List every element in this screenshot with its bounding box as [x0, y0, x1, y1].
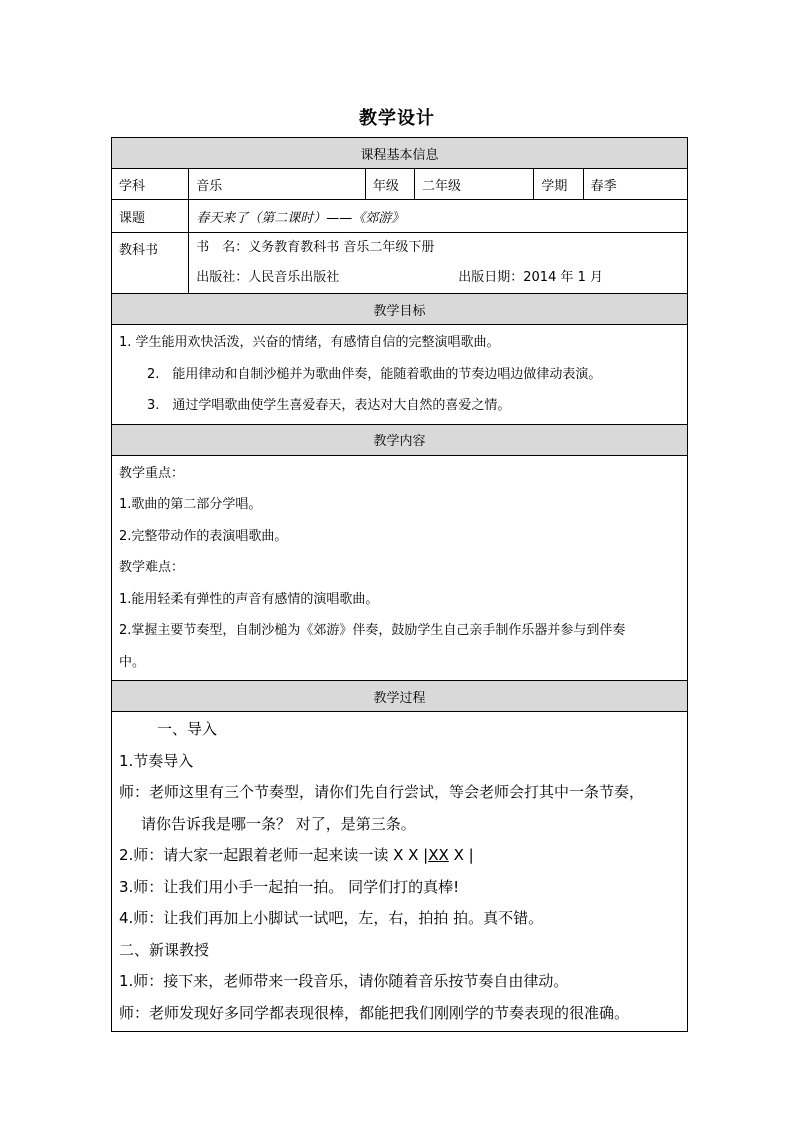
publication-date: 出版日期：2014 年 1 月 [458, 270, 604, 285]
content-line: 教学重点： [119, 465, 185, 481]
process-line: 师：老师发现好多同学都表现很棒，都能把我们刚刚学的节奏表现的很准确。 [119, 1003, 630, 1022]
topic-label: 课题 [112, 200, 189, 233]
rhythm-suffix: X | [448, 846, 474, 864]
subject-value: 音乐 [189, 169, 366, 200]
grade-value: 二年级 [415, 169, 534, 200]
grade-label: 年级 [365, 169, 414, 200]
textbook-label: 教科书 [112, 233, 189, 294]
objectives-header: 教学目标 [112, 294, 688, 325]
book-name: 书 名：义务教育教科书 音乐二年级下册 [196, 240, 435, 255]
content-body [112, 455, 688, 681]
content-line: 中。 [119, 654, 146, 670]
section-intro-heading: 一、导入 [157, 720, 218, 738]
subject-label: 学科 [112, 169, 189, 200]
rhythm-underlined: XX [428, 846, 449, 864]
objectives-body [112, 325, 688, 425]
process-line: 4.师：让我们再加上小脚试一试吧，左，右，拍拍 拍。真不错。 [119, 909, 544, 927]
objective-item: 3. 通过学唱歌曲使学生喜爱春天，表达对大自然的喜爱之情。 [147, 398, 511, 413]
term-label: 学期 [534, 169, 583, 200]
textbook-info [189, 233, 688, 294]
objective-item: 1. 学生能用欢快活泼，兴奋的情绪，有感情自信的完整演唱歌曲。 [119, 335, 500, 350]
publisher-line [196, 263, 680, 293]
rhythm-line [119, 840, 680, 872]
process-line: 3.师：让我们用小手一起拍一拍。 同学们打的真棒! [119, 877, 460, 896]
document-title: 教学设计 [359, 108, 435, 129]
process-line: 1.师：接下来，老师带来一段音乐，请你随着音乐按节奏自由律动。 [119, 972, 569, 990]
process-line: 1.节奏导入 [119, 751, 194, 770]
content-header: 教学内容 [112, 424, 688, 455]
term-value: 春季 [583, 169, 687, 200]
publisher: 出版社：人民音乐出版社 [196, 270, 340, 285]
content-line: 教学难点： [119, 560, 185, 575]
process-header: 教学过程 [112, 681, 688, 712]
section-new-lesson-heading: 二、新课教授 [119, 940, 210, 959]
content-line: 1.歌曲的第二部分学唱。 [119, 497, 262, 512]
content-line: 2.掌握主要节奏型，自制沙槌为《郊游》伴奏，鼓励学生自己亲手制作乐器并参与到伴奏 [119, 623, 626, 638]
content-line: 2.完整带动作的表演唱歌曲。 [119, 528, 288, 544]
process-line: 师：老师这里有三个节奏型，请你们先自行尝试，等会老师会打其中一条节奏， [119, 783, 645, 801]
objective-item: 2. 能用律动和自制沙槌并为歌曲伴奏，能随着歌曲的节奏边唱边做律动表演。 [147, 366, 602, 382]
process-body [112, 712, 688, 1032]
process-line: 请你告诉我是哪一条？ 对了，是第三条。 [141, 814, 416, 833]
lesson-plan-table [111, 137, 688, 1032]
basic-info-header: 课程基本信息 [112, 138, 688, 169]
content-line: 1.能用轻柔有弹性的声音有感情的演唱歌曲。 [119, 591, 379, 607]
topic-value: 春天来了（第二课时）——《郊游》 [189, 200, 688, 233]
rhythm-prefix: 2.师：请大家一起跟着老师一起来读一读 X X | [119, 846, 429, 864]
